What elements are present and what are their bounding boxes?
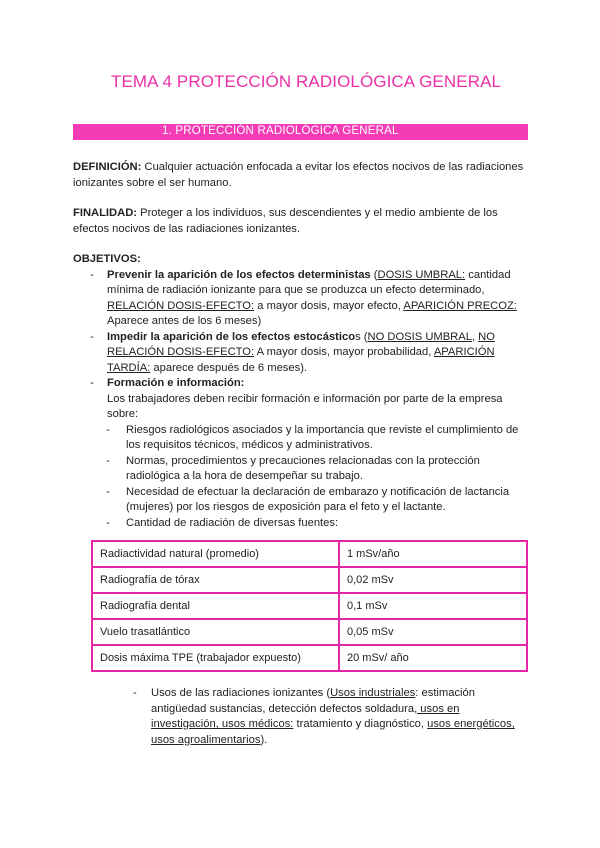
subitem-text: Cantidad de radiación de diversas fuentes: xyxy=(126,516,339,529)
table-cell-source: Radiografía dental xyxy=(92,593,339,619)
bullet-dash: - xyxy=(106,454,110,467)
usos-item xyxy=(129,686,529,748)
item-text: , xyxy=(471,330,479,343)
bullet-dash: - xyxy=(90,377,94,389)
item-bold: Formación e información: xyxy=(107,377,245,389)
subitem-text: Necesidad de efectuar la declaración de embarazo y notificación de lactancia (mujeres) por los riesgos de exposición para el feto y el lactante. xyxy=(126,485,510,513)
item-underline: APARICIÓN PRECOZ: xyxy=(403,299,517,312)
item-text: s ( xyxy=(355,330,368,343)
objetivo-item-formacion xyxy=(73,376,533,392)
item-text: A mayor dosis, mayor probabilidad, xyxy=(254,346,434,358)
formacion-subitem xyxy=(73,454,533,485)
table-row xyxy=(92,645,527,671)
bullet-dash: - xyxy=(106,485,110,498)
item-text: cantidad mínima de radiación ionizante para que se produzca un efecto determinado, xyxy=(107,268,511,296)
item-underline: RELACIÓN DOSIS-EFECTO: xyxy=(107,299,255,312)
item-text: ). xyxy=(260,733,268,746)
definicion-label: DEFINICIÓN: xyxy=(73,161,142,173)
finalidad-paragraph xyxy=(73,206,533,237)
bullet-dash: - xyxy=(90,268,94,281)
formacion-intro: Los trabajadores deben recibir formación e información por parte de la empresa sobre: xyxy=(107,392,503,420)
item-text: aparece después de 6 meses). xyxy=(150,361,308,374)
objetivos-label: OBJETIVOS: xyxy=(73,253,141,265)
table-cell-source: Radiactividad natural (promedio) xyxy=(92,541,339,567)
page-title: TEMA 4 PROTECCIÓN RADIOLÓGICA GENERAL xyxy=(111,72,502,91)
table-cell-dose: 0,05 mSv xyxy=(339,619,527,645)
item-underline: NO RELACIÓN DOSIS-EFECTO: xyxy=(107,330,495,358)
bullet-dash: - xyxy=(133,687,137,699)
table-row xyxy=(92,541,527,567)
item-text: Aparece antes de los 6 meses) xyxy=(107,315,262,327)
table-cell-source: Dosis máxima TPE (trabajador expuesto) xyxy=(92,645,339,671)
bullet-dash: - xyxy=(106,516,110,529)
item-text: a mayor dosis, mayor efecto, xyxy=(254,299,404,312)
item-underline: usos energéticos, usos agroalimentarios xyxy=(151,718,515,746)
definicion-paragraph xyxy=(73,160,533,191)
table-row xyxy=(92,619,527,645)
item-text: : estimación antigüedad sustancias, detección defectos soldadura xyxy=(151,687,475,715)
table-cell-source: Radiografía de tórax xyxy=(92,567,339,593)
bullet-dash: - xyxy=(90,330,94,343)
item-text: Usos de las radiaciones ionizantes ( xyxy=(151,687,331,699)
section-header-text: 1. PROTECCIÓN RADIOLÓGICA GENERAL xyxy=(162,125,399,137)
item-underline: , usos en investigación, usos médicos: xyxy=(151,702,460,730)
table-cell-dose: 20 mSv/ año xyxy=(339,645,527,671)
item-text: tratamiento y diagnóstico, xyxy=(293,718,428,730)
finalidad-text: Proteger a los individuos, sus descendientes y el medio ambiente de los efectos nocivos de las radiaciones ionizantes. xyxy=(73,207,498,235)
table-cell-dose: 0,02 mSv xyxy=(339,567,527,593)
item-text: ( xyxy=(370,268,378,281)
item-underline: APARICIÓN TARDÍA: xyxy=(107,346,495,374)
item-bold: Prevenir la aparición de los efectos deterministas xyxy=(107,268,371,281)
formacion-subitem xyxy=(73,516,533,532)
table-cell-dose: 0,1 mSv xyxy=(339,593,527,619)
objetivo-item-deterministas xyxy=(73,268,533,330)
formacion-subitem xyxy=(73,485,533,516)
radiation-dose-table xyxy=(91,540,528,672)
item-bold: Impedir la aparición de los efectos estocástico xyxy=(107,330,356,343)
definicion-text: Cualquier actuación enfocada a evitar los efectos nocivos de las radiaciones ionizantes sobre el ser humano. xyxy=(73,161,524,189)
objetivo-item-estocasticos xyxy=(73,330,533,377)
item-underline: NO DOSIS UMBRAL xyxy=(367,330,472,343)
table-cell-dose: 1 mSv/año xyxy=(339,541,527,567)
table-row xyxy=(92,593,527,619)
objetivos-section xyxy=(73,252,533,531)
item-underline: DOSIS UMBRAL: xyxy=(377,268,466,281)
table-cell-source: Vuelo trasatlántico xyxy=(92,619,339,645)
subitem-text: Normas, procedimientos y precauciones relacionadas con la protección radiológica a la hora de desempeñar su trabajo. xyxy=(126,454,480,482)
formacion-subitem xyxy=(73,423,533,454)
subitem-text: Riesgos radiológicos asociados y la importancia que reviste el cumplimiento de los requisitos técnicos, médicos y administrativos. xyxy=(126,423,519,451)
finalidad-label: FINALIDAD: xyxy=(73,207,138,219)
bullet-dash: - xyxy=(106,423,110,436)
table-row xyxy=(92,567,527,593)
item-underline: Usos industriales xyxy=(330,687,416,699)
section-header-bar xyxy=(73,124,528,140)
